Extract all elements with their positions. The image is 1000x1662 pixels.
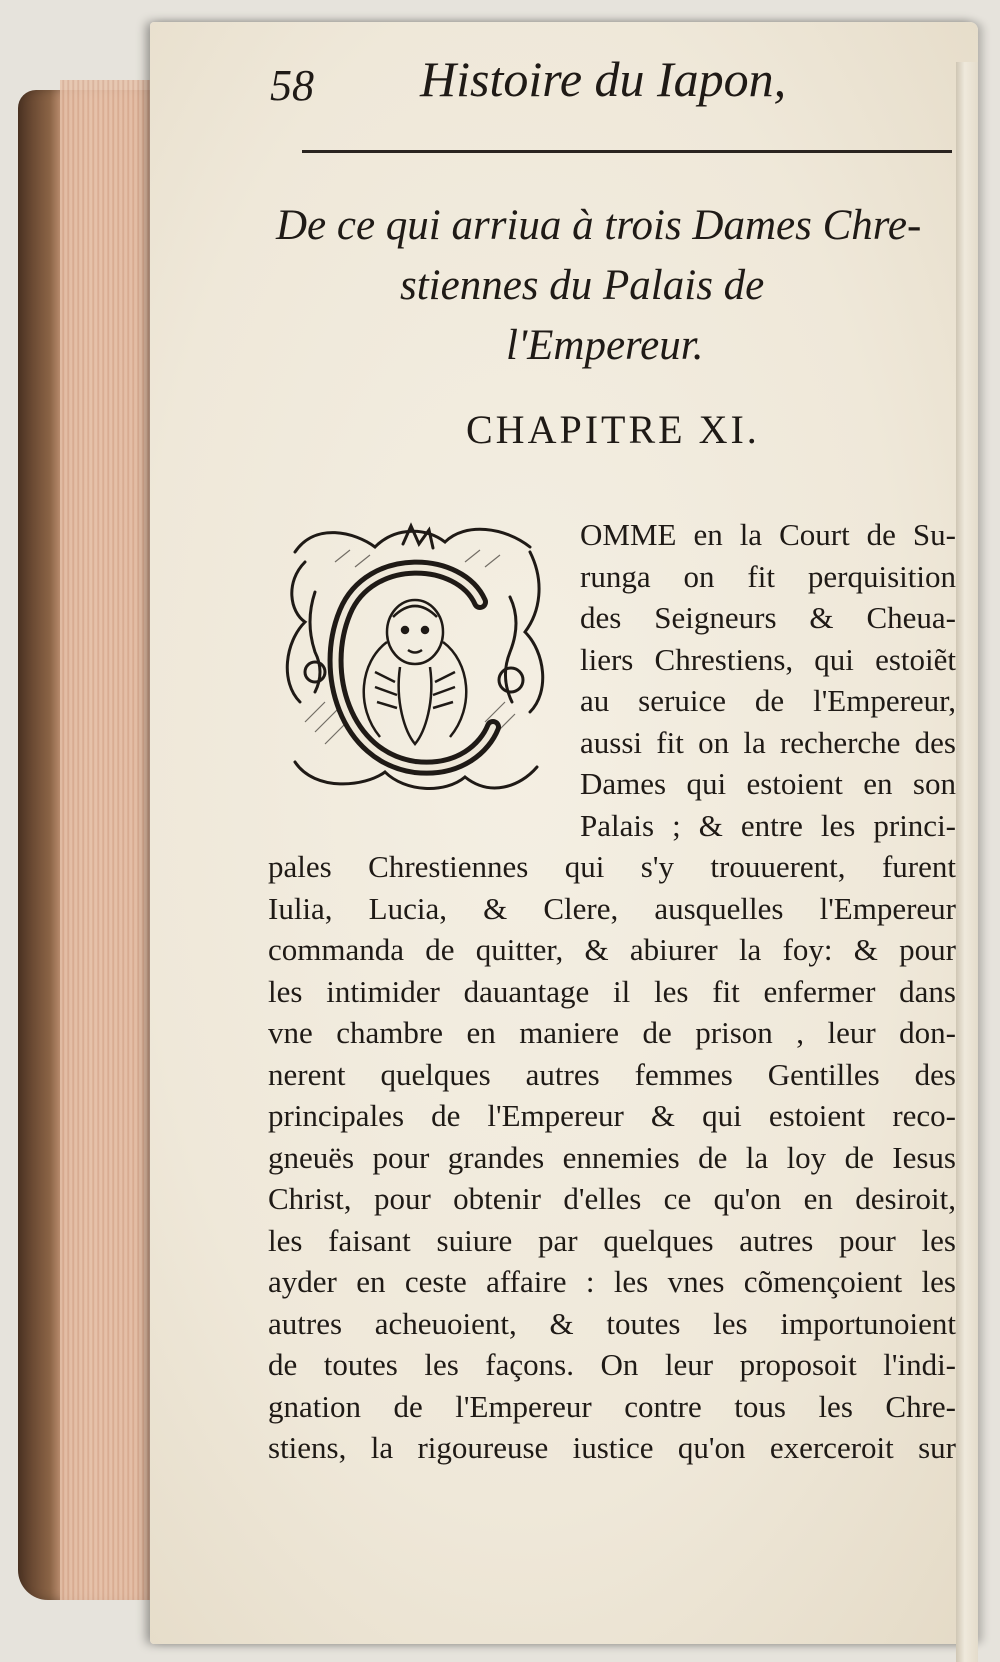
heading-line: stiennes du Palais de [400,262,765,309]
page-header [270,46,960,110]
chapter-heading [270,196,960,376]
body-text [268,514,956,1469]
chapter-number: CHAPITRE XI. [466,407,760,452]
text-line: au seruice de l'Empereur, [580,683,956,718]
text-line: runga on fit perquisition [580,558,956,594]
page-number: 58 [270,61,314,110]
text-line: les faisant suiure par quelques autres pour les [268,1222,956,1258]
running-title: Histoire du Iapon, [420,51,787,107]
text-line: Palais ; & entre les princi- [580,807,956,843]
text-line: autres acheuoient, & toutes les importunoient [268,1305,956,1341]
text-line: gneuës pour grandes ennemies de la loy de Iesus [268,1139,956,1175]
text-line: liers Chrestiens, qui estoiẽt [580,641,956,677]
text-line: OMME en la Court de Su- [580,517,956,552]
header-rule [302,150,952,153]
text-line: des Seigneurs & Cheua- [580,600,956,635]
heading-line: De ce qui arriua à trois Dames Chre- [276,202,922,249]
text-line: ayder en ceste affaire : les vnes cõmençoient les [268,1264,956,1299]
text-line: principales de l'Empereur & qui estoient reco- [268,1098,956,1133]
text-line: Iulia, Lucia, & Clere, ausquelles l'Empereur [268,890,956,926]
text-line: Dames qui estoient en son [580,766,956,801]
text-line: nerent quelques autres femmes Gentilles des [268,1056,956,1092]
heading-line: l'Empereur. [506,322,704,369]
text-line: pales Chrestiennes qui s'y trouuerent, furent [268,849,956,884]
text-line: gnation de l'Empereur contre tous les Chre- [268,1388,956,1424]
text-line: de toutes les façons. On leur proposoit l'indi- [268,1347,956,1382]
text-line: les intimider dauantage il les fit enfermer dans [268,973,956,1009]
text-line: commanda de quitter, & abiurer la foy: & pour [268,932,956,967]
text-line: aussi fit on la recherche des [580,724,956,760]
text-line: vne chambre en maniere de prison , leur don- [268,1015,956,1050]
text-line: Christ, pour obtenir d'elles ce qu'on en desiroit, [268,1181,956,1216]
text-line: stiens, la rigoureuse iustice qu'on exerceroit sur [268,1430,956,1465]
